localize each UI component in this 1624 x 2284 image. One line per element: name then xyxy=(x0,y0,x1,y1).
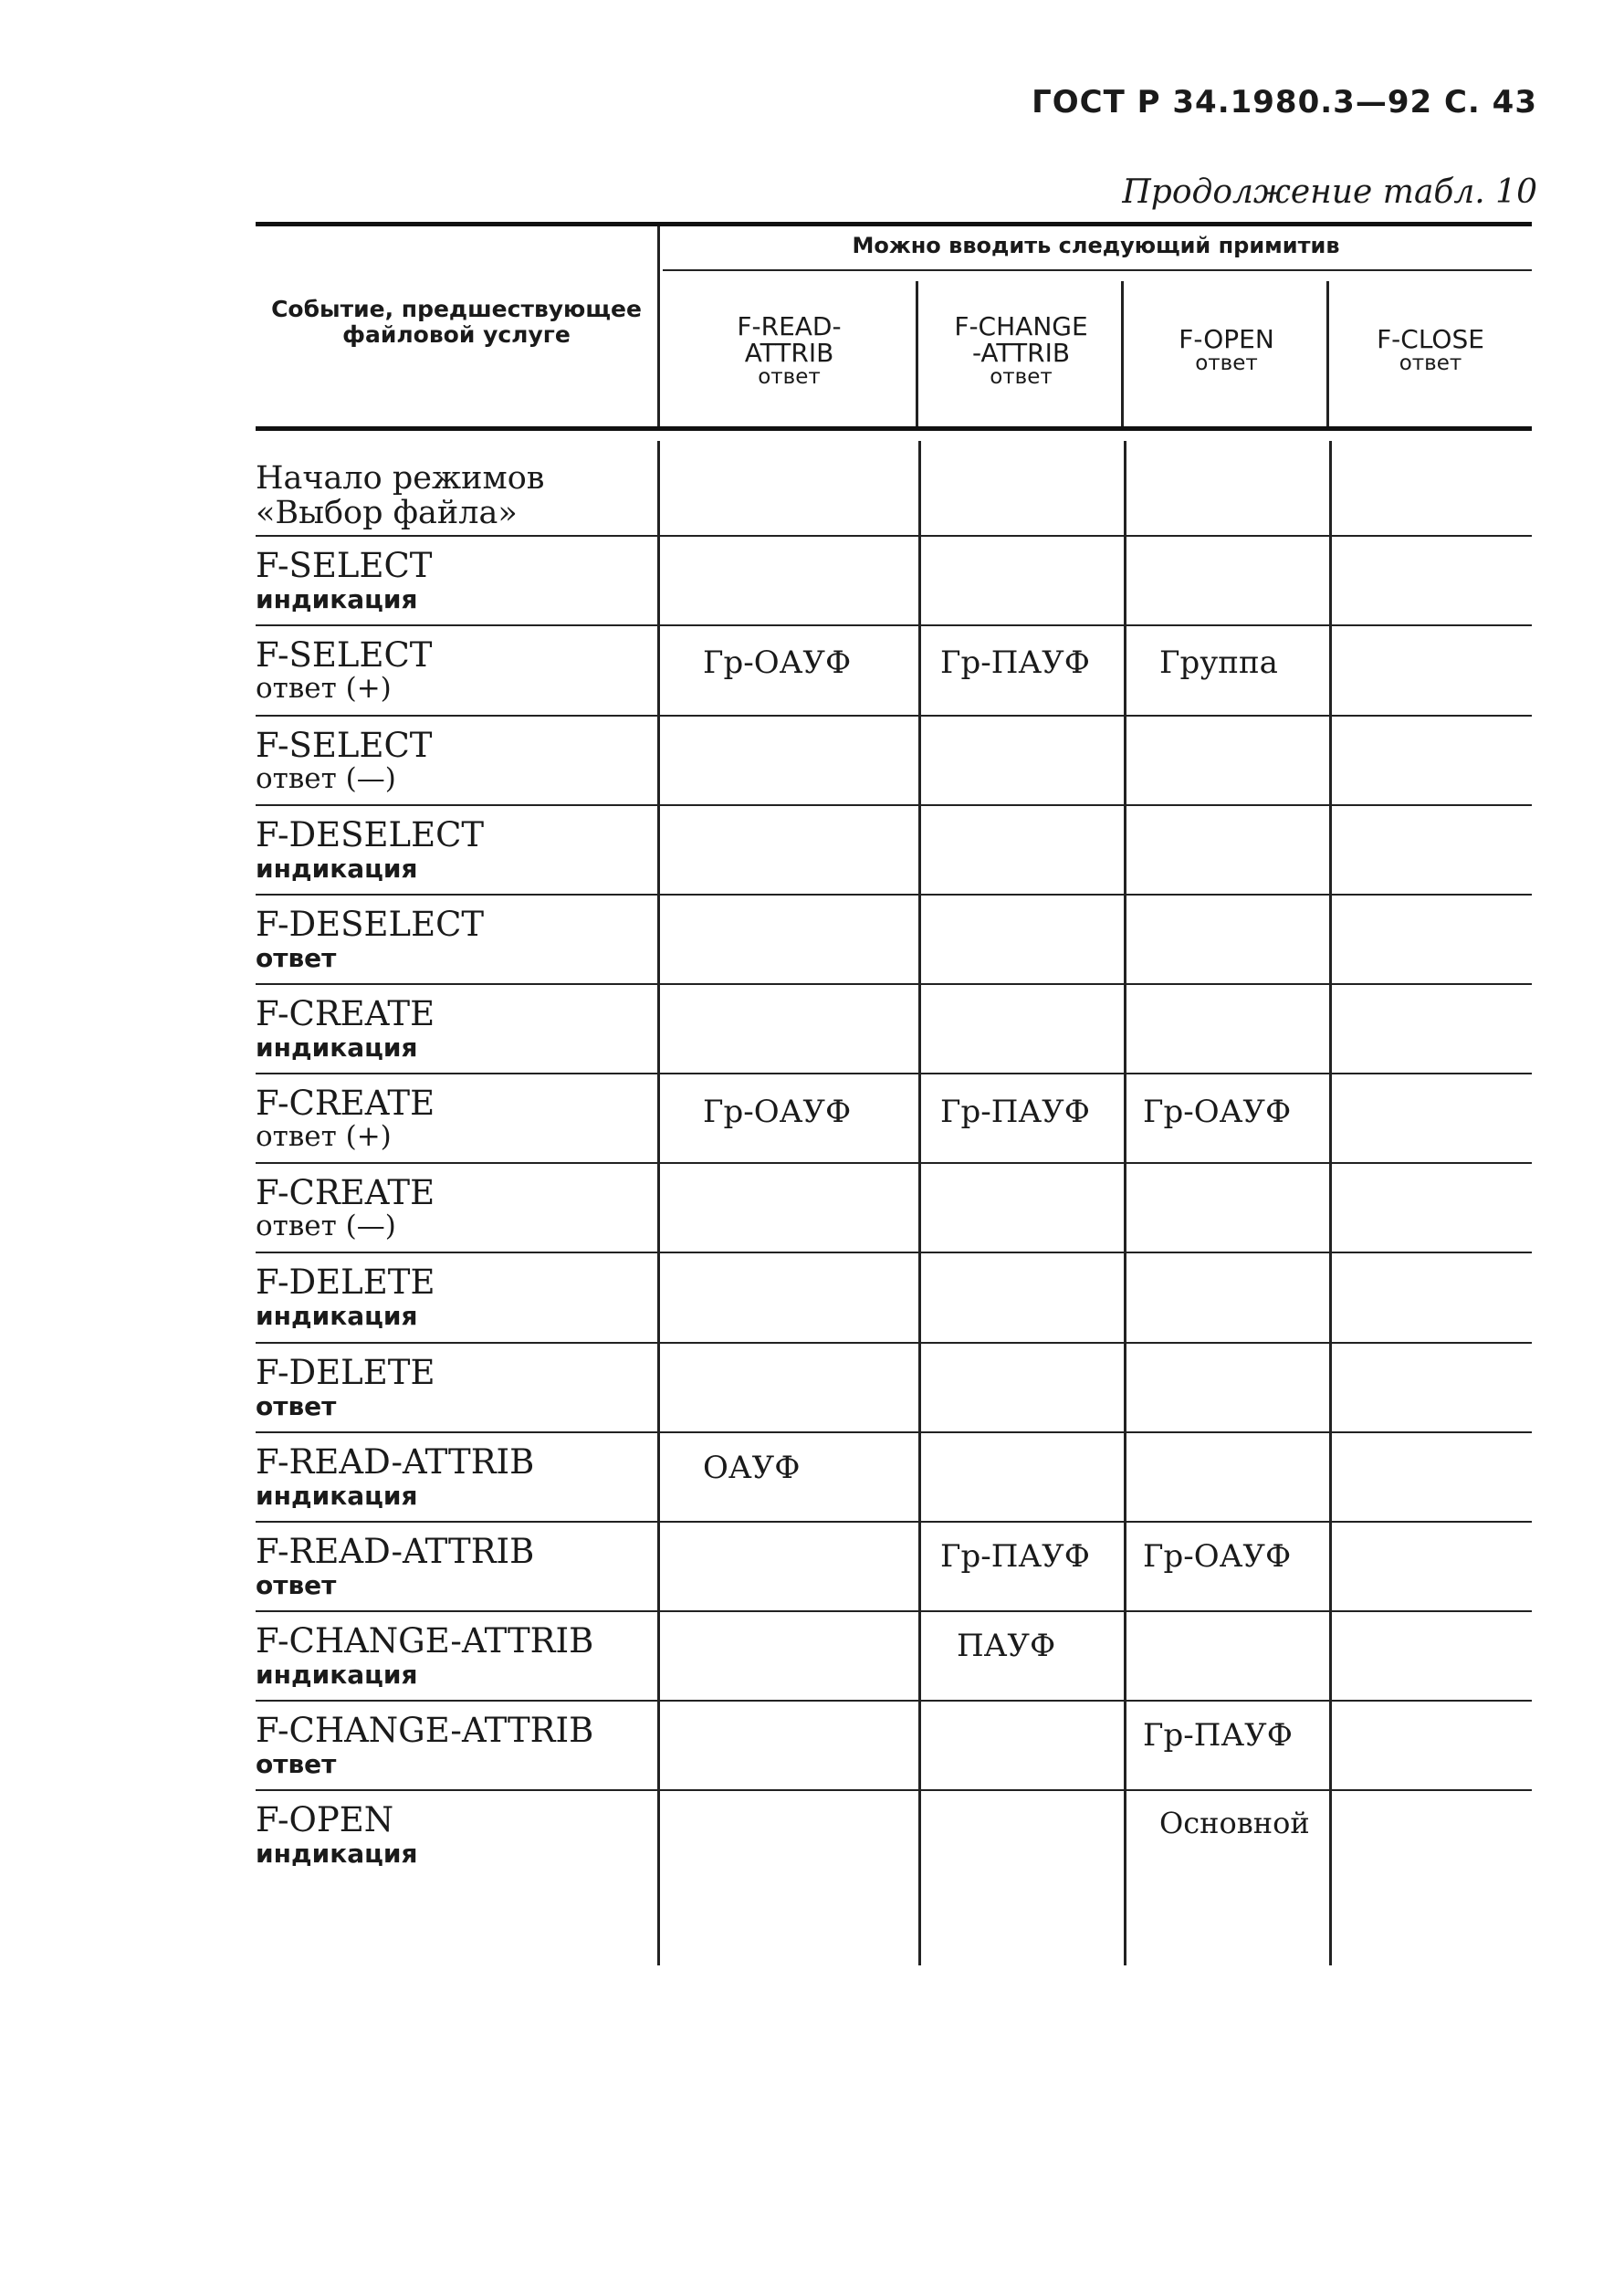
row-separator xyxy=(256,535,1532,537)
row-separator xyxy=(256,894,1532,896)
col-header-sub: ответ xyxy=(1195,351,1258,375)
row-separator xyxy=(256,1162,1532,1164)
table-cell: Гр-ОАУФ xyxy=(1143,1538,1292,1575)
event-name: F-DESELECT xyxy=(256,905,485,944)
col-header-close xyxy=(1329,326,1532,375)
event-kind: ответ (—) xyxy=(256,762,396,795)
table-cell: Гр-ОАУФ xyxy=(703,644,852,681)
col-header-line: F-OPEN xyxy=(1179,324,1274,354)
event-kind: индикация xyxy=(256,1481,418,1511)
event-column-header-line: Событие, предшествующее xyxy=(271,296,642,322)
group-header-rule xyxy=(663,269,1532,271)
row-separator xyxy=(256,1521,1532,1523)
event-cell xyxy=(256,1713,657,1780)
col-header-sub: ответ xyxy=(990,365,1053,389)
row-separator xyxy=(256,715,1532,717)
column-divider xyxy=(1329,441,1332,1965)
event-kind: индикация xyxy=(256,584,418,614)
event-kind: ответ (—) xyxy=(256,1210,396,1242)
event-cell xyxy=(256,635,657,705)
event-kind: индикация xyxy=(256,1660,418,1690)
row-separator xyxy=(256,1789,1532,1791)
table xyxy=(256,222,1532,1965)
event-cell xyxy=(256,994,657,1063)
event-kind: ответ xyxy=(256,1391,337,1421)
table-cell: Гр-ПАУФ xyxy=(940,1094,1090,1130)
table-cell: Гр-ПАУФ xyxy=(940,1538,1090,1575)
event-cell xyxy=(256,1262,657,1332)
event-cell xyxy=(256,461,657,530)
row-separator xyxy=(256,1252,1532,1253)
row-separator xyxy=(256,624,1532,626)
event-name: F-OPEN xyxy=(256,1800,394,1839)
event-cell xyxy=(256,1532,657,1601)
table-top-rule xyxy=(256,222,1532,226)
event-cell xyxy=(256,1621,657,1691)
event-kind: ответ xyxy=(256,1570,337,1600)
event-cell xyxy=(256,546,657,615)
event-cell xyxy=(256,1173,657,1242)
event-cell xyxy=(256,1086,657,1153)
row-separator xyxy=(256,1700,1532,1702)
row-separator xyxy=(256,1342,1532,1344)
event-name: F-DESELECT xyxy=(256,815,485,854)
event-name: F-DELETE xyxy=(256,1353,435,1392)
col-header-change-attrib xyxy=(918,313,1124,389)
event-cell xyxy=(256,815,657,885)
row-separator xyxy=(256,1610,1532,1612)
event-name: F-CHANGE-ATTRIB xyxy=(256,1621,594,1661)
event-name: F-CREATE xyxy=(256,1084,435,1123)
col-header-sub: ответ xyxy=(758,365,821,389)
event-kind: ответ (+) xyxy=(256,672,392,705)
event-name: F-CHANGE-ATTRIB xyxy=(256,1711,594,1750)
table-cell: Гр-ОАУФ xyxy=(703,1094,852,1130)
event-name: F-CREATE xyxy=(256,994,435,1033)
event-kind: индикация xyxy=(256,1839,418,1869)
header-bottom-rule xyxy=(256,426,1532,431)
event-kind: ответ xyxy=(256,1749,337,1779)
table-cell: ПАУФ xyxy=(957,1628,1056,1664)
table-cell: Гр-ОАУФ xyxy=(1143,1094,1292,1130)
column-divider xyxy=(657,441,660,1965)
row-separator xyxy=(256,804,1532,806)
event-name: F-SELECT xyxy=(256,546,433,585)
col-header-read-attrib xyxy=(660,313,918,389)
page-header: ГОСТ Р 34.1980.3—92 С. 43 xyxy=(1032,84,1537,120)
event-kind: ответ xyxy=(256,943,337,973)
row-separator xyxy=(256,1073,1532,1074)
event-cell xyxy=(256,1442,657,1512)
col-header-line: -ATTRIB xyxy=(971,338,1071,368)
col-header-line: F-CHANGE xyxy=(954,311,1088,341)
row-separator xyxy=(256,983,1532,985)
table-caption: Продолжение табл. 10 xyxy=(1122,173,1537,211)
column-divider xyxy=(1124,441,1126,1965)
table-cell: ОАУФ xyxy=(703,1450,801,1486)
table-cell: Гр-ПАУФ xyxy=(940,644,1090,681)
event-kind: ответ (+) xyxy=(256,1120,392,1153)
col-header-line: F-CLOSE xyxy=(1377,324,1484,354)
table-cell: Группа xyxy=(1159,644,1278,681)
event-name: F-CREATE xyxy=(256,1173,435,1212)
event-cell xyxy=(256,728,657,795)
event-name: F-READ-ATTRIB xyxy=(256,1442,535,1482)
event-name: Начало режимов xyxy=(256,460,545,497)
event-kind: индикация xyxy=(256,1301,418,1331)
event-cell xyxy=(256,1353,657,1422)
event-cell xyxy=(256,1800,657,1870)
col-header-sub: ответ xyxy=(1399,351,1462,375)
event-kind: индикация xyxy=(256,854,418,884)
event-name: F-DELETE xyxy=(256,1262,435,1302)
column-divider xyxy=(918,441,921,1965)
event-name: F-SELECT xyxy=(256,635,433,675)
event-column-header xyxy=(256,297,657,348)
event-kind: индикация xyxy=(256,1032,418,1063)
table-cell: Основной xyxy=(1159,1806,1310,1840)
event-cell xyxy=(256,907,657,974)
col-header-line: ATTRIB xyxy=(744,338,834,368)
col-header-open xyxy=(1124,326,1329,375)
col-header-line: F-READ- xyxy=(737,311,842,341)
event-column-header-line: файловой услуге xyxy=(342,321,571,348)
event-name: F-READ-ATTRIB xyxy=(256,1532,535,1571)
primitive-group-header: Можно вводить следующий примитив xyxy=(852,233,1340,258)
event-name: F-SELECT xyxy=(256,726,433,765)
table-cell: Гр-ПАУФ xyxy=(1143,1717,1293,1754)
row-separator xyxy=(256,1431,1532,1433)
event-kind: «Выбор файла» xyxy=(256,495,518,531)
